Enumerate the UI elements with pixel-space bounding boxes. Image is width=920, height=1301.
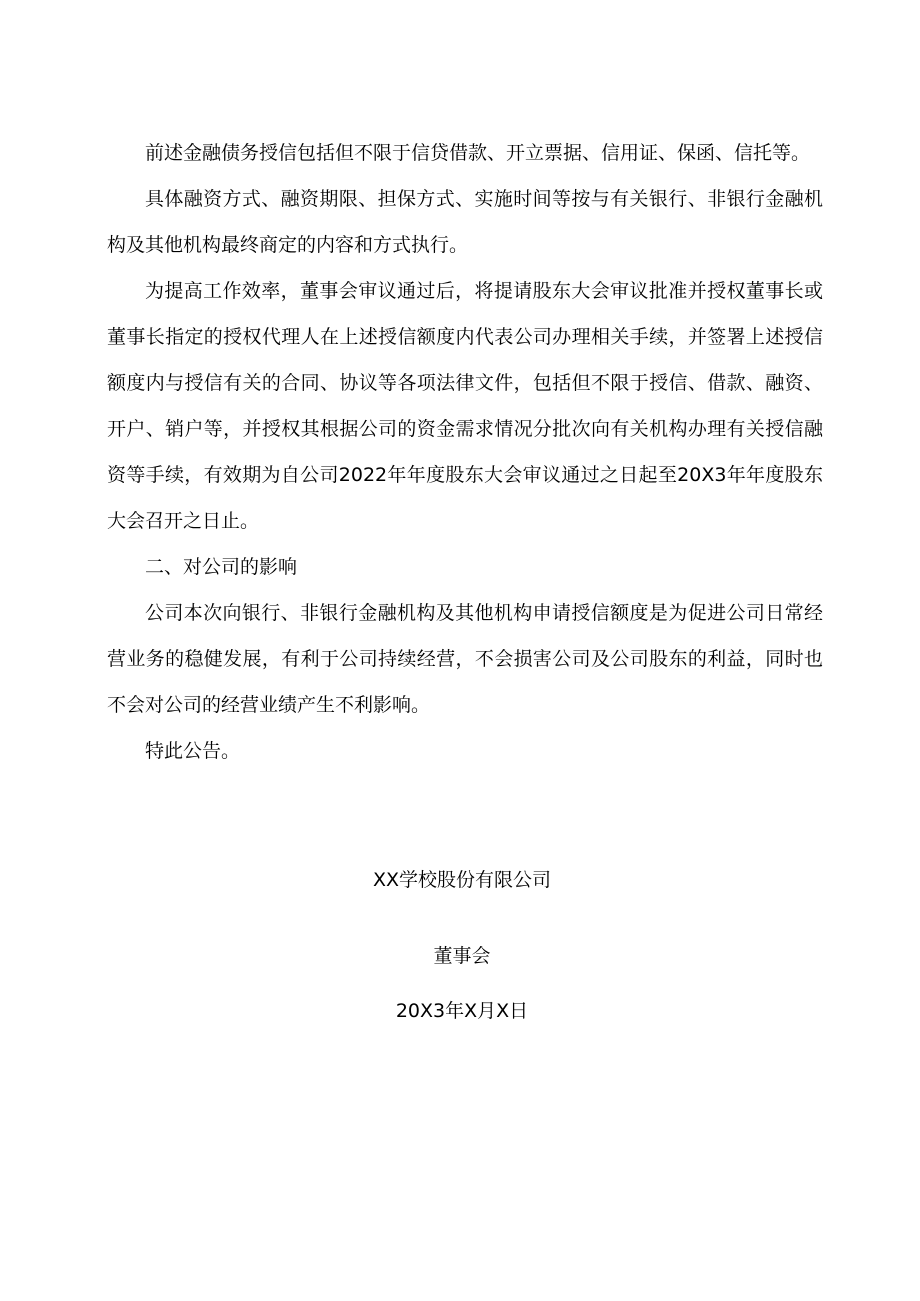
paragraph-credit-scope: 前述金融债务授信包括但不限于信贷借款、开立票据、信用证、保函、信托等。 — [145, 142, 811, 164]
paragraph-impact: 公司本次向银行、非银行金融机构及其他机构申请授信额度是为促进公司日常经营业务的稳健发展，有利于公司持续经营，不会损害公司及公司股东的利益，同时也不会对公司的经营业绩产生不利影响。 — [107, 602, 823, 716]
paragraph-announcement: 特此公告。 — [145, 740, 241, 762]
signoff-company: XX学校股份有限公司 — [372, 869, 552, 891]
document-body — [107, 130, 823, 774]
signoff-date: 20X3年X月X日 — [395, 1000, 529, 1022]
paragraph-authorization: 为提高工作效率，董事会审议通过后，将提请股东大会审议批准并授权董事长或董事长指定的授权代理人在上述授信额度内代表公司办理相关手续，并签署上述授信额度内与授信有关的合同、协议等各项法律文件，包括但不限于授信、借款、融资、开户、销户等，并授权其根据公司的资金需求情况分批次向有关机构办理有关授信融资等手续，有效期为自公司2022年年度股东大会审议通过之日起至20X3年年度股东大会召开之日止。 — [107, 280, 823, 532]
section-heading-impact: 二、对公司的影响 — [145, 556, 298, 578]
signoff-board: 董事会 — [433, 945, 491, 967]
paragraph-financing-method: 具体融资方式、融资期限、担保方式、实施时间等按与有关银行、非银行金融机构及其他机构最终商定的内容和方式执行。 — [107, 188, 823, 256]
